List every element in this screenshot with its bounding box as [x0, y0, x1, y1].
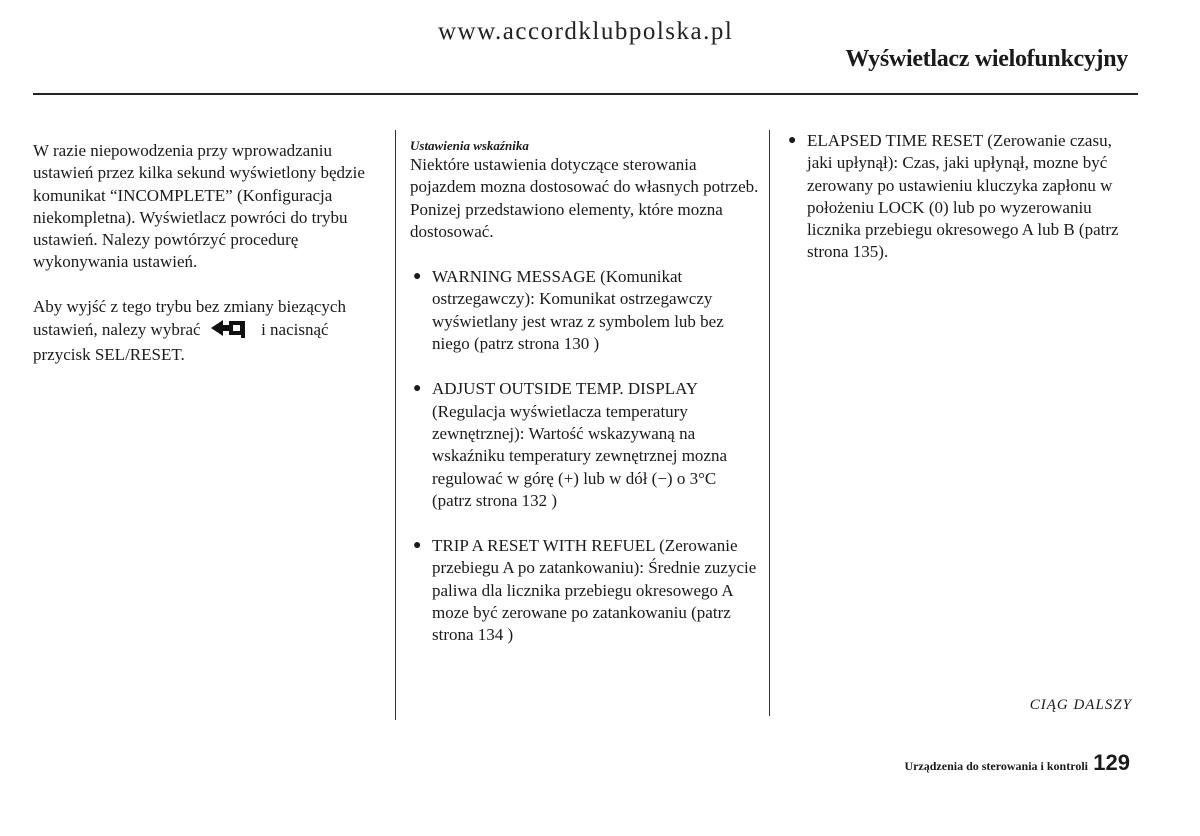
list-item — [410, 266, 760, 355]
settings-list — [410, 266, 760, 646]
bullet-icon: ● — [788, 133, 797, 148]
column-3 — [785, 130, 1125, 264]
column-divider-left — [395, 130, 396, 720]
list-item-text: ELAPSED TIME RESET (Zerowanie czasu, jaki upłynął): Czas, jaki upłynął, mozne być zerowany po ustawieniu kluczyka zapłonu w położeniu LOCK (0) lub po wyzerowaniu licznika przebiegu okresowego A lub B (patrz strona 135). — [807, 131, 1119, 262]
list-item-text: TRIP A RESET WITH REFUEL (Zerowanie przebiegu A po zatankowaniu): Średnie zuzycie paliwa dla licznika przebiegu okresowego A moze być zerowane po zatankowaniu (patrz strona 134 ) — [432, 536, 757, 645]
bullet-icon: ● — [413, 381, 422, 397]
list-item — [410, 378, 760, 512]
intro-paragraph: Niektóre ustawienia dotyczące sterowania pojazdem mozna dostosować do własnych potrzeb. Ponizej przedstawiono elementy, które mozna dostosować. — [410, 155, 759, 241]
bullet-icon: ● — [413, 538, 422, 554]
column-1 — [33, 140, 383, 367]
continued-label: CIĄG DALSZY — [1029, 697, 1132, 713]
column-divider-right — [769, 130, 770, 716]
list-item-text: WARNING MESSAGE (Komunikat ostrzegawczy): Komunikat ostrzegawczy wyświetlany jest wraz z symbolem lub bez niego (patrz strona 130 ) — [432, 267, 724, 354]
page-title: Wyświetlacz wielofunkcyjny — [845, 46, 1128, 72]
watermark: www.accordklubpolska.pl — [438, 18, 734, 45]
column-2 — [410, 138, 760, 647]
list-item-text: ADJUST OUTSIDE TEMP. DISPLAY (Regulacja wyświetlacza temperatury zewnętrznej): Wartość wskazywaną na wskaźniku temperatury zewnętrznej mozna regulować w górę (+) lub w dół (−) o 3°C (patrz strona 132 ) — [432, 379, 728, 510]
page-number: 129 — [1093, 750, 1130, 775]
section-footer: Urządzenia do sterowania i kontroli — [904, 759, 1088, 773]
incomplete-paragraph: W razie niepowodzenia przy wprowadzaniu ustawień przez kilka sekund wyświetlony będzie komunikat “INCOMPLETE” (Konfiguracja niekompletna). Wyświetlacz powróci do trybu ustawień. Nalezy powtórzyć procedurę wykonywania ustawień. — [33, 141, 365, 272]
header-rule — [33, 93, 1138, 95]
exit-text-before: Aby wyjść z tego trybu bez zmiany biezących ustawień, nalezy wybrać — [33, 296, 346, 340]
exit-paragraph — [33, 296, 383, 367]
exit-text-after: i nacisnąć przycisk SEL/RESET. — [33, 320, 329, 365]
back-arrow-icon — [211, 318, 249, 344]
section-subheading: Ustawienia wskaźnika — [410, 138, 529, 153]
list-item — [785, 130, 1125, 264]
list-item — [410, 535, 760, 646]
bullet-icon: ● — [413, 269, 422, 285]
